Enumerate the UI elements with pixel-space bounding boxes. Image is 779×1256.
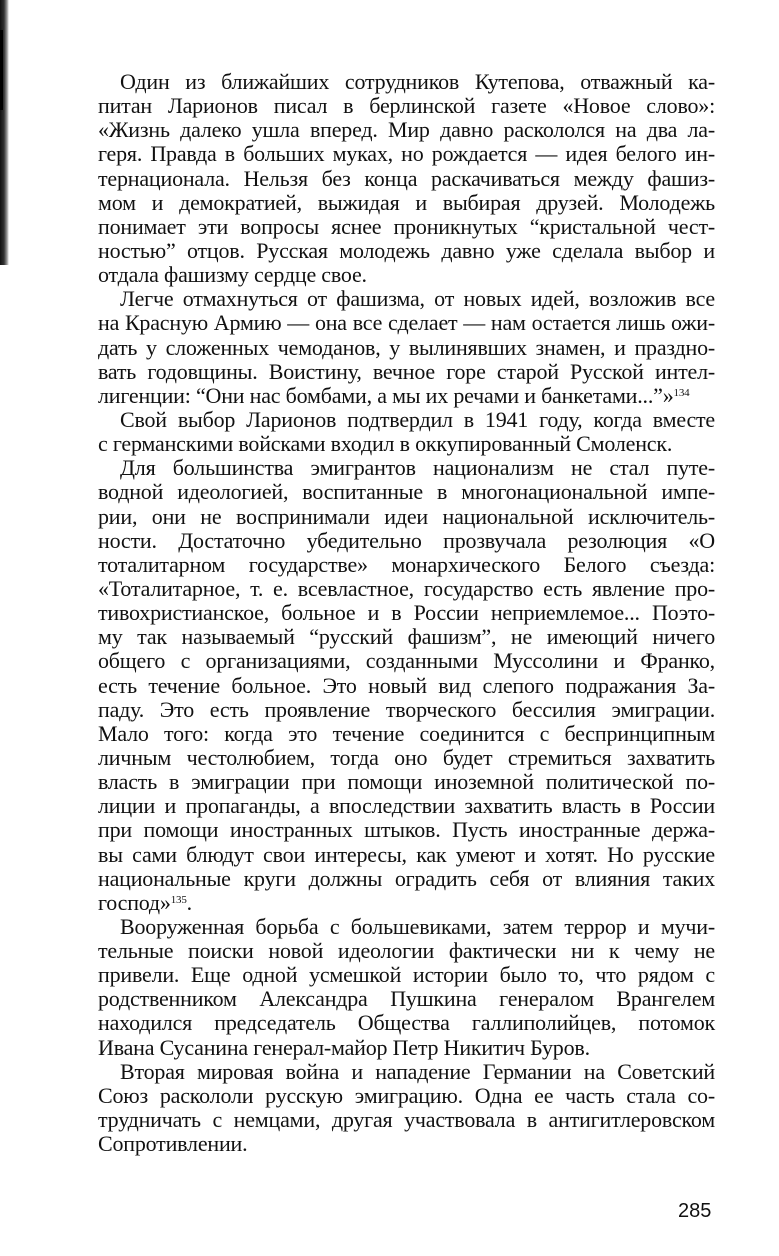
- text-line: [98, 891, 715, 915]
- line-text: есть течение больное. Это новый вид слепого подражания За-: [98, 672, 715, 698]
- text-line: [98, 287, 715, 311]
- text-line: [98, 480, 715, 504]
- text-line: [98, 794, 715, 818]
- text-line: [98, 1132, 715, 1156]
- line-text: на Красную Армию — она все сделает — нам остается лишь ожи-: [98, 310, 715, 336]
- line-text: дать у сложенных чемоданов, у вылинявших знамен, и праздно-: [98, 334, 715, 360]
- text-line: [98, 843, 715, 867]
- text-line: [98, 698, 715, 722]
- text-line: [98, 770, 715, 794]
- paragraph: [98, 456, 715, 915]
- line-text: Для большинства эмигрантов национализм не стал путе-: [120, 455, 715, 481]
- line-text: Вооруженная борьба с большевиками, затем террор и мучи-: [120, 913, 715, 939]
- text-line: [98, 360, 715, 384]
- paragraph: [98, 1060, 715, 1157]
- line-text: геря. Правда в больших муках, но рождается — идея белого ин-: [98, 141, 715, 167]
- text-line: [98, 649, 715, 673]
- paragraph: [98, 915, 715, 1060]
- text-line: [98, 118, 715, 142]
- text-line: [98, 529, 715, 553]
- line-text: Союз раскололи русскую эмиграцию. Одна ее часть стала со-: [98, 1082, 715, 1108]
- line-text: тернационала. Нельзя без конца раскачиваться между фашиз-: [98, 165, 715, 191]
- text-line: [98, 746, 715, 770]
- line-text: тоталитарном государстве» монархического Белого съезда:: [98, 551, 715, 577]
- line-text: вы сами блюдут свои интересы, как умеют и хотят. Но русские: [98, 841, 715, 867]
- line-text: мом и демократией, выжидая и выбирая друзей. Молодежь: [98, 189, 715, 215]
- line-text: Легче отмахнуться от фашизма, от новых идей, возложив все: [120, 286, 715, 312]
- text-line: [98, 818, 715, 842]
- line-text: рии, они не воспринимали идеи национальной исключитель-: [98, 503, 715, 529]
- text-line: [98, 191, 715, 215]
- text-line: [98, 1011, 715, 1035]
- line-text: с германскими войсками входил в оккупированный Смоленск.: [98, 431, 673, 457]
- line-text: привели. Еще одной усмешкой истории было то, что рядом с: [98, 962, 715, 988]
- text-line: [98, 987, 715, 1011]
- line-text: родственником Александра Пушкина генералом Врангелем: [98, 986, 715, 1012]
- text-line: [98, 915, 715, 939]
- footnote-reference: 135: [170, 893, 187, 906]
- paragraph: [98, 70, 715, 287]
- line-text: Один из ближайших сотрудников Кутепова, отважный ка-: [120, 69, 715, 94]
- text-line: [98, 722, 715, 746]
- paragraph: [98, 287, 715, 408]
- line-text: «Жизнь далеко ушла вперед. Мир давно раскололся на два ла-: [98, 117, 715, 143]
- text-line: [98, 625, 715, 649]
- text-line: [98, 263, 715, 287]
- line-text: находился председатель Общества галлиполийцев, потомок: [98, 1010, 715, 1036]
- line-text: питан Ларионов писал в берлинской газете «Новое слово»:: [98, 93, 715, 119]
- text-line: [98, 432, 715, 456]
- line-text: лигенции: “Они нас бомбами, а мы их речами и банкетами...”»: [98, 382, 674, 408]
- page-number: 285: [678, 1200, 712, 1222]
- line-text: ностью” отцов. Русская молодежь давно уже сделала выбор и: [98, 237, 715, 263]
- line-text: тельные поиски новой идеологии фактически ни к чему не: [98, 938, 715, 964]
- line-text: Сопротивлении.: [98, 1131, 248, 1157]
- footnote-reference: 134: [673, 386, 690, 399]
- scan-edge-artifact: [0, 30, 3, 110]
- line-text: при помощи иностранных штыков. Пусть иностранные держа-: [98, 817, 715, 843]
- line-text: господ»: [98, 889, 171, 915]
- body-text: [98, 70, 715, 1156]
- text-line: [98, 1084, 715, 1108]
- text-line: [98, 142, 715, 166]
- text-line: [98, 505, 715, 529]
- text-line: [98, 70, 715, 94]
- line-text: «Тоталитарное, т. е. всевластное, государство есть явление про-: [98, 575, 715, 601]
- line-text: вать годовщины. Воистину, вечное горе старой Русской интел-: [98, 358, 715, 384]
- line-text: общего с организациями, созданными Муссолини и Франко,: [98, 648, 715, 674]
- line-text: национальные круги должны оградить себя от влияния таких: [98, 865, 715, 891]
- text-line: [98, 577, 715, 601]
- text-line: [98, 1036, 715, 1060]
- text-line: [98, 167, 715, 191]
- line-text: Вторая мировая война и нападение Германии на Советский: [120, 1058, 715, 1084]
- line-text: тивохристианское, больное и в России неприемлемое... Поэто-: [98, 600, 715, 626]
- line-text: му так называемый “русский фашизм”, не имеющий ничего: [98, 624, 715, 650]
- line-text: трудничать с немцами, другая участвовала в антигитлеровском: [98, 1107, 715, 1133]
- text-line: [98, 215, 715, 239]
- line-text: отдала фашизму сердце свое.: [98, 262, 367, 288]
- text-line: [98, 553, 715, 577]
- text-line: [98, 336, 715, 360]
- text-line: [98, 1108, 715, 1132]
- line-text: ности. Достаточно убедительно прозвучала резолюция «О: [98, 527, 715, 553]
- text-line: [98, 384, 715, 408]
- text-line: [98, 1060, 715, 1084]
- line-text: Свой выбор Ларионов подтвердил в 1941 году, когда вместе: [120, 406, 715, 432]
- line-text: личным честолюбием, тогда оно будет стремиться захватить: [98, 744, 715, 770]
- text-line: [98, 963, 715, 987]
- text-line: [98, 674, 715, 698]
- text-line: [98, 867, 715, 891]
- line-text: лиции и пропаганды, а впоследствии захватить власть в России: [98, 793, 715, 819]
- line-text: Ивана Сусанина генерал-майор Петр Никитич Буров.: [98, 1034, 590, 1060]
- line-text: Мало того: когда это течение соединится с беспринципным: [98, 720, 715, 746]
- text-line: [98, 311, 715, 335]
- paragraph: [98, 408, 715, 456]
- line-text: водной идеологией, воспитанные в многонациональной импе-: [98, 479, 715, 505]
- line-text: власть в эмиграции при помощи иноземной политической по-: [98, 769, 715, 795]
- line-text: понимает эти вопросы яснее проникнутых “кристальной чест-: [98, 213, 715, 239]
- text-line: [98, 408, 715, 432]
- text-line: [98, 601, 715, 625]
- text-line: [98, 456, 715, 480]
- line-text-tail: .: [186, 889, 192, 915]
- text-line: [98, 94, 715, 118]
- line-text: паду. Это есть проявление творческого бессилия эмиграции.: [98, 696, 715, 722]
- text-line: [98, 939, 715, 963]
- text-line: [98, 239, 715, 263]
